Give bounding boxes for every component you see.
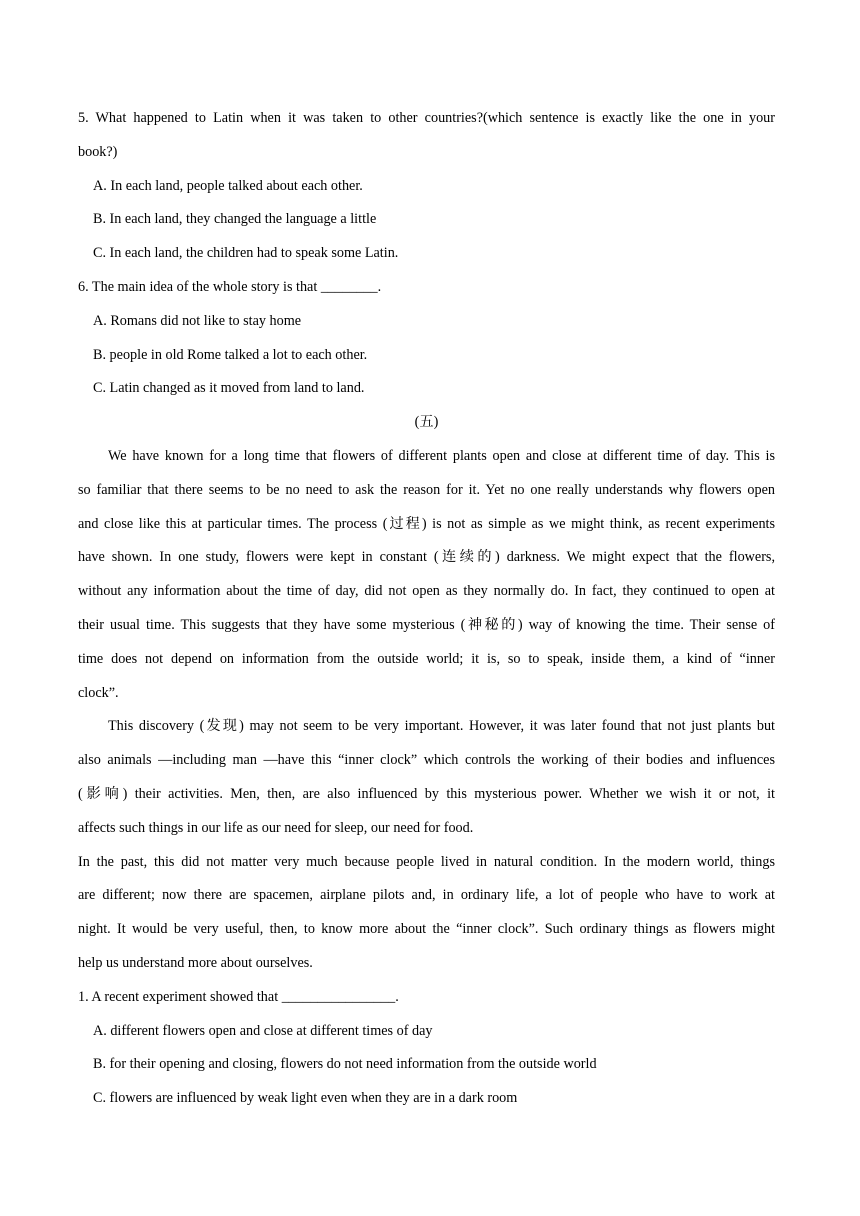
passage-line: are different; now there are spacemen, airplane pilots and, in ordinary life, a lot of people who have to work at xyxy=(78,887,775,904)
passage-line: also animals —including man —have this “inner clock” which controls the working of their bodies and influences xyxy=(78,752,775,769)
passage-paragraph-1 xyxy=(78,440,775,710)
passage-line: affects such things in our life as our need for sleep, our need for food. xyxy=(78,819,474,836)
passage-line: (影响) their activities. Men, then, are also influenced by this mysterious power. Whether we wish it or not, it xyxy=(78,785,775,802)
passage-paragraph-3 xyxy=(78,846,775,981)
question-6-option-b: B. people in old Rome talked a lot to each other. xyxy=(93,346,368,363)
passage-line: In the past, this did not matter very much because people lived in natural condition. In the modern world, things xyxy=(78,853,775,870)
passage-line: clock”. xyxy=(78,684,119,701)
question-1-stem: 1. A recent experiment showed that ________________. xyxy=(78,988,399,1005)
passage-line: night. It would be very useful, then, to know more about the “inner clock”. Such ordinary things as flowers might xyxy=(78,921,775,938)
question-6-option-a: A. Romans did not like to stay home xyxy=(93,312,302,329)
question-5-option-c: C. In each land, the children had to speak some Latin. xyxy=(93,245,399,262)
question-1 xyxy=(78,981,775,1116)
passage-paragraph-2 xyxy=(78,710,775,845)
question-1-option-c: C. flowers are influenced by weak light even when they are in a dark room xyxy=(93,1090,518,1107)
question-1-option-b: B. for their opening and closing, flowers do not need information from the outside world xyxy=(93,1056,597,1073)
document-page xyxy=(78,102,775,1116)
question-5-option-a: A. In each land, people talked about each other. xyxy=(93,177,363,194)
question-6 xyxy=(78,271,775,406)
passage-line: without any information about the time of day, did not open as they normally do. In fact, they continued to open at xyxy=(78,583,775,600)
question-6-stem: 6. The main idea of the whole story is that ________. xyxy=(78,278,382,295)
question-5 xyxy=(78,102,775,271)
passage-line: We have known for a long time that flowers of different plants open and close at different time of day. This is xyxy=(108,447,775,464)
passage-line: This discovery (发现) may not seem to be very important. However, it was later found that not just plants but xyxy=(108,718,775,735)
passage-line: have shown. In one study, flowers were kept in constant (连续的) darkness. We might expect that the flowers, xyxy=(78,549,775,566)
passage-line: so familiar that there seems to be no need to ask the reason for it. Yet no one really understands why flowers open xyxy=(78,481,775,498)
passage-line: and close like this at particular times. The process (过程) is not as simple as we might think, as recent experiments xyxy=(78,515,775,532)
question-1-option-a: A. different flowers open and close at different times of day xyxy=(93,1022,433,1039)
question-5-stem-line1: 5. What happened to Latin when it was taken to other countries?(which sentence is exactly like the one in your xyxy=(78,110,775,126)
passage-line: help us understand more about ourselves. xyxy=(78,954,313,971)
question-5-stem-line2: book?) xyxy=(78,143,118,160)
question-5-option-b: B. In each land, they changed the language a little xyxy=(93,211,377,228)
section-heading: (五) xyxy=(414,414,439,431)
passage-line: time does not depend on information from the outside world; it is, so to speak, inside them, a kind of “inner xyxy=(78,650,775,667)
passage-line: their usual time. This suggests that they have some mysterious (神秘的) way of knowing the time. Their sense of xyxy=(78,616,775,633)
question-6-option-c: C. Latin changed as it moved from land to land. xyxy=(93,380,365,397)
